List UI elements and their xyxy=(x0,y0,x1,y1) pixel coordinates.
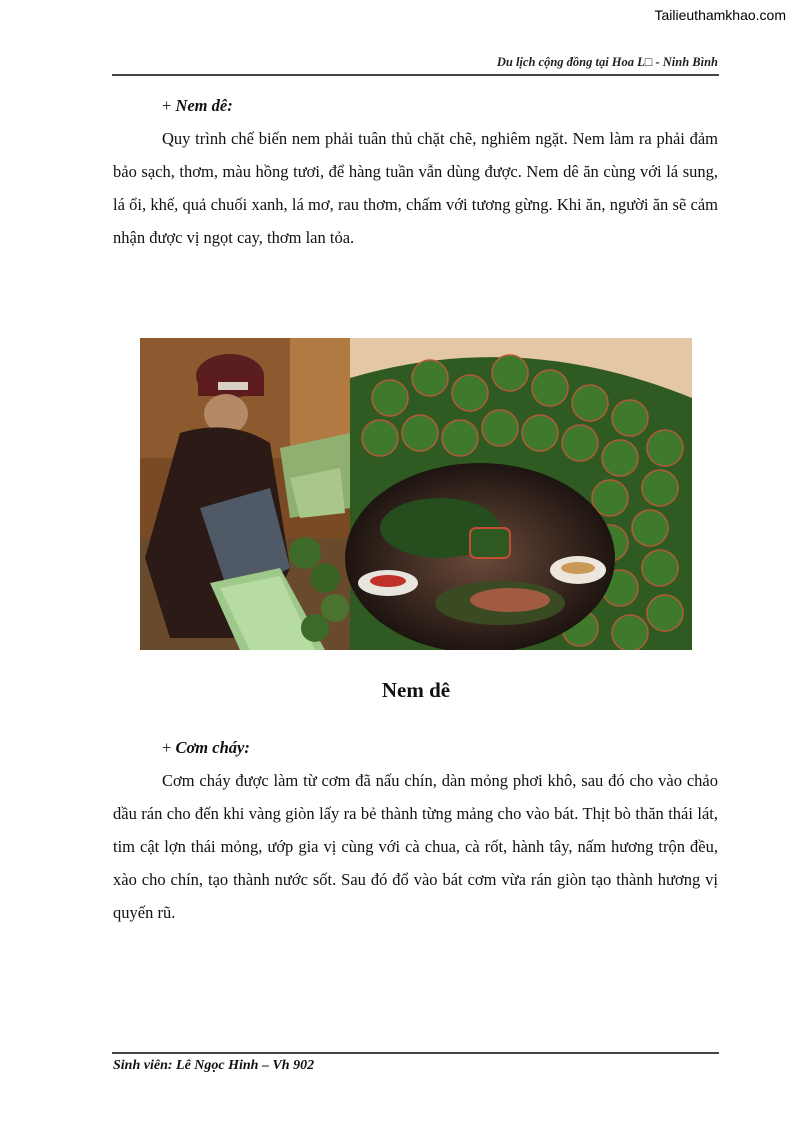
section-paragraph: Cơm cháy được làm từ cơm đã nấu chín, dàn mỏng phơi khô, sau đó cho vào chảo dầu rán cho đến khi vàng giòn lấy ra bẻ thành từng mảng cho vào bát. Thịt bò thăn thái lát, tim cật lợn thái mỏng, ướp gia vị cùng với cà chua, cà rốt, hành tây, nấm hương trộn đều, xào cho chín, tạo thành nước sốt. Sau đó đổ vào bát cơm vừa rán giòn tạo thành hương vị quyến rũ. xyxy=(113,771,718,922)
bullet-plus: + xyxy=(162,738,172,757)
nem-de-photo xyxy=(140,338,692,650)
bullet-plus: + xyxy=(162,96,172,115)
footer-rule xyxy=(112,1052,719,1054)
section-nem-de xyxy=(113,94,718,254)
section-heading-com-chay xyxy=(162,736,718,760)
header-title: Du lịch cộng đồng tại Hoa L□ - Ninh Bình xyxy=(496,55,718,69)
section-name: Nem dê: xyxy=(175,96,233,115)
footer-author: Sinh viên: Lê Ngọc Hinh – Vh 902 xyxy=(113,1058,315,1073)
figure-caption: Nem dê xyxy=(381,678,451,702)
section-com-chay xyxy=(113,736,718,929)
section-paragraph: Quy trình chế biến nem phải tuân thủ chặt chẽ, nghiêm ngặt. Nem làm ra phải đảm bảo sạch, thơm, màu hồng tươi, để hàng tuần vẫn dùng được. Nem dê ăn cùng với lá sung, lá ổi, khế, quả chuối xanh, lá mơ, rau thơm, chấm với tương gừng. Khi ăn, người ăn sẽ cảm nhận được vị ngọt cay, thơm lan tỏa. xyxy=(113,129,718,247)
header-rule xyxy=(112,74,719,76)
section-heading-nem-de xyxy=(162,94,718,118)
woman-photo xyxy=(140,338,350,650)
section-name: Cơm cháy: xyxy=(175,738,250,757)
nem-pile-photo xyxy=(345,338,692,650)
watermark: Tailieuthamkhao.com xyxy=(654,7,786,23)
